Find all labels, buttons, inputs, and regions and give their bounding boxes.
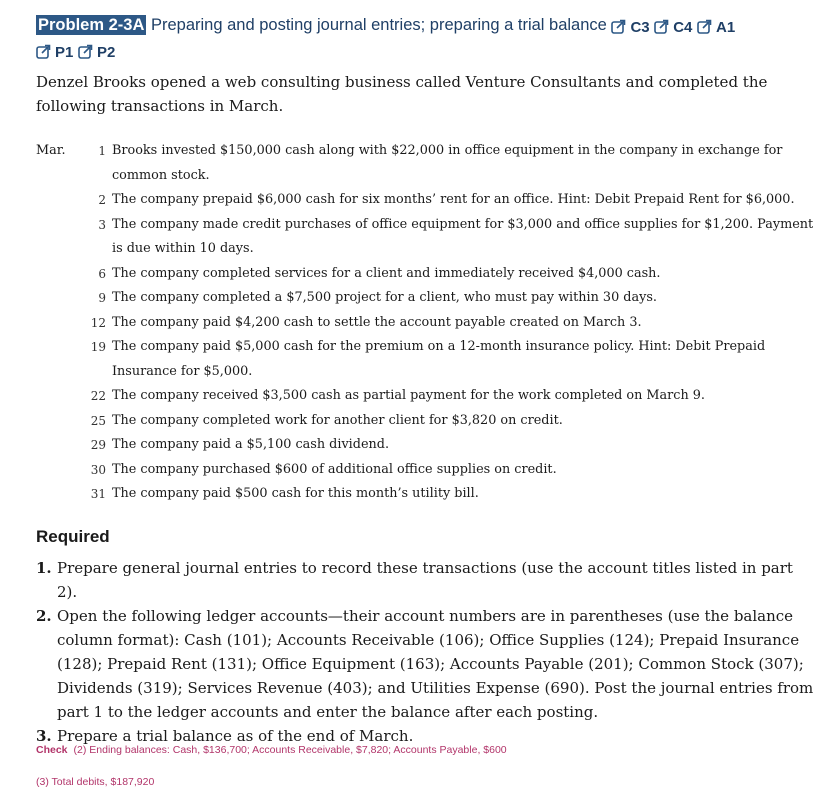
check-text-1: (2) Ending balances: Cash, $136,700; Accounts Receivable, $7,820; Accounts Payable, $600 bbox=[73, 744, 507, 756]
transaction-row bbox=[36, 458, 826, 483]
transaction-row bbox=[36, 335, 826, 384]
transaction-row bbox=[36, 188, 826, 213]
transaction-row bbox=[36, 262, 826, 287]
transaction-description: The company paid $500 cash for this month’s utility bill. bbox=[112, 486, 479, 501]
ref-link-p1[interactable] bbox=[36, 41, 73, 64]
check-label: Check bbox=[36, 744, 68, 756]
required-item bbox=[36, 604, 816, 724]
transaction-description: The company completed work for another client for $3,820 on credit. bbox=[112, 412, 563, 428]
ref-label: P2 bbox=[96, 44, 116, 61]
transaction-month bbox=[36, 482, 76, 507]
problem-header bbox=[36, 14, 826, 64]
required-item-text: Prepare a trial balance as of the end of March. bbox=[57, 727, 414, 745]
transaction-month bbox=[36, 311, 76, 336]
ref-label: C4 bbox=[673, 19, 693, 36]
transaction-month bbox=[36, 213, 76, 262]
transaction-description: The company completed a $7,500 project for a client, who must pay within 30 days. bbox=[112, 290, 657, 305]
transaction-month bbox=[36, 188, 76, 213]
transaction-row bbox=[36, 139, 826, 188]
transaction-day: 19 bbox=[90, 340, 106, 354]
external-link-icon bbox=[654, 19, 669, 34]
transaction-row bbox=[36, 213, 826, 262]
transaction-day: 1 bbox=[98, 144, 106, 158]
required-item-text: Open the following ledger accounts—their account numbers are in parentheses (use the balance column format): Cash (101); Accounts Receivable (106); Office Supplies (124); Prepaid Insurance (128); Prepaid Rent (131); Office Equipment (163); Accounts Payable (201); Common Stock (307); Dividends (319); Services Revenue (403); and Utilities Expense (690). Post the journal entries from part 1 to the ledger accounts and enter the balance after each posting. bbox=[57, 607, 814, 721]
required-item-text: Prepare general journal entries to record these transactions (use the account titles listed in part 2). bbox=[57, 559, 793, 601]
transaction-row bbox=[36, 409, 826, 434]
check-line-2: (3) Total debits, $187,920 bbox=[36, 776, 155, 788]
transaction-row bbox=[36, 311, 826, 336]
transaction-description: The company completed services for a client and immediately received $4,000 cash. bbox=[112, 265, 661, 281]
transaction-row bbox=[36, 482, 826, 507]
transaction-month bbox=[36, 458, 76, 483]
transaction-month: Mar. bbox=[36, 143, 66, 158]
transaction-description: The company paid a $5,100 cash dividend. bbox=[112, 437, 390, 452]
transaction-row bbox=[36, 286, 826, 311]
required-list bbox=[36, 556, 816, 748]
transaction-day: 6 bbox=[98, 266, 106, 281]
transaction-month bbox=[36, 335, 76, 384]
ref-label: C3 bbox=[630, 19, 650, 36]
transaction-day: 12 bbox=[90, 315, 106, 330]
external-link-icon bbox=[36, 44, 51, 59]
transaction-description: The company received $3,500 cash as partial payment for the work completed on March 9. bbox=[112, 388, 705, 403]
transaction-description: The company purchased $600 of additional office supplies on credit. bbox=[112, 461, 557, 477]
transaction-month bbox=[36, 286, 76, 311]
transaction-row bbox=[36, 384, 826, 409]
external-link-icon bbox=[78, 44, 93, 59]
required-item-number: 2. bbox=[36, 607, 52, 625]
required-heading: Required bbox=[36, 527, 110, 546]
transaction-day: 22 bbox=[90, 389, 106, 403]
intro-paragraph: Denzel Brooks opened a web consulting business called Venture Consultants and completed the following transactions in March. bbox=[36, 73, 768, 115]
required-item-number: 1. bbox=[36, 559, 52, 577]
transaction-row bbox=[36, 433, 826, 458]
check-line-1 bbox=[36, 744, 507, 756]
problem-title: Preparing and posting journal entries; preparing a trial balance bbox=[150, 16, 607, 34]
required-item bbox=[36, 556, 816, 604]
transaction-description: Brooks invested $150,000 cash along with $22,000 in office equipment in the company in exchange for common stock. bbox=[112, 143, 783, 183]
transactions-table bbox=[36, 139, 826, 507]
ref-link-p2[interactable] bbox=[78, 41, 115, 64]
transaction-day: 2 bbox=[98, 193, 106, 207]
transaction-day: 30 bbox=[90, 462, 106, 477]
ref-label: A1 bbox=[716, 19, 736, 36]
transaction-description: The company paid $5,000 cash for the premium on a 12-month insurance policy. Hint: Debit Prepaid Insurance for $5,000. bbox=[112, 339, 766, 379]
ref-link-a1[interactable] bbox=[697, 16, 735, 39]
ref-link-c3[interactable] bbox=[611, 16, 649, 39]
transaction-month bbox=[36, 384, 76, 409]
transaction-day: 9 bbox=[98, 291, 106, 305]
external-link-icon bbox=[697, 19, 712, 34]
transaction-month bbox=[36, 262, 76, 287]
transaction-day: 3 bbox=[98, 217, 106, 232]
external-link-icon bbox=[611, 19, 626, 34]
transaction-description: The company made credit purchases of office equipment for $3,000 and office supplies for $1,200. Payment is due within 10 days. bbox=[112, 216, 814, 256]
problem-badge: Problem 2-3A bbox=[38, 16, 145, 34]
transaction-month bbox=[36, 433, 76, 458]
transaction-day: 31 bbox=[90, 487, 106, 501]
ref-link-c4[interactable] bbox=[654, 16, 692, 39]
transaction-month bbox=[36, 409, 76, 434]
required-item-number: 3. bbox=[36, 727, 52, 745]
transaction-description: The company prepaid $6,000 cash for six months’ rent for an office. Hint: Debit Prepaid Rent for $6,000. bbox=[112, 192, 795, 207]
transaction-day: 29 bbox=[90, 438, 106, 452]
ref-label: P1 bbox=[55, 44, 74, 61]
transaction-description: The company paid $4,200 cash to settle the account payable created on March 3. bbox=[112, 314, 642, 330]
transaction-day: 25 bbox=[90, 413, 106, 428]
